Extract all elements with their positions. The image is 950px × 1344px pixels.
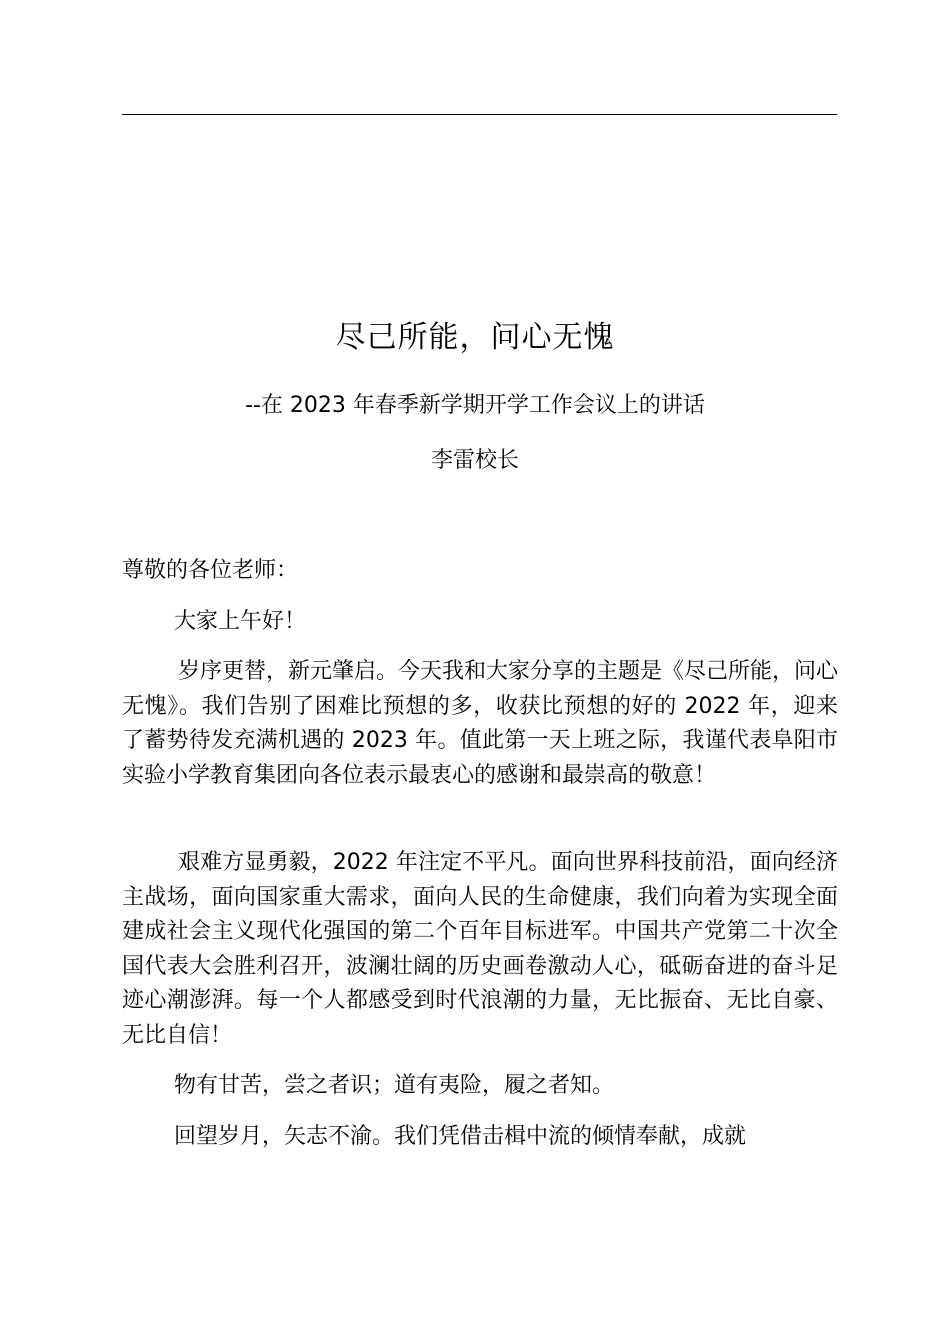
paragraph-greeting: 大家上午好！ [174,609,307,634]
speech-subtitle: --在 2023 年春季新学期开学工作会议上的讲话 [245,393,705,418]
paragraph-2: 艰难方显勇毅，2022 年注定不平凡。面向世界科技前沿，面向经济主战场，面向国家重大需求，面向人民的生命健康，我们向着为实现全面建成社会主义现代化强国的第二个百年目标进军。中国共产党第二十次全国代表大会胜利召开，波澜壮阔的历史画卷激动人心，砥砺奋进的奋斗足迹心潮澎湃。每一个人都感受到时代浪潮的力量，无比振奋、无比自豪、无比自信！ [122,850,838,1048]
header-rule [122,114,837,115]
paragraph-3: 物有甘苦，尝之者识；道有夷险，履之者知。 [174,1073,615,1098]
paragraph-4: 回望岁月，矢志不渝。我们凭借击楫中流的倾情奉献，成就 [174,1124,747,1149]
speech-author: 李雷校长 [430,448,519,473]
paragraph-1: 岁序更替，新元肇启。今天我和大家分享的主题是《尽己所能，问心无愧》。我们告别了困难比预想的多，收获比预想的好的 2022 年，迎来了蓄势待发充满机遇的 2023 年。值此第一天上班之际，我谨代表阜阳市实验小学教育集团向各位表示最衷心的感谢和最崇高的敬意！ [122,659,839,788]
speech-title: 尽己所能，问心无愧 [335,320,615,355]
salutation: 尊敬的各位老师： [122,558,299,583]
